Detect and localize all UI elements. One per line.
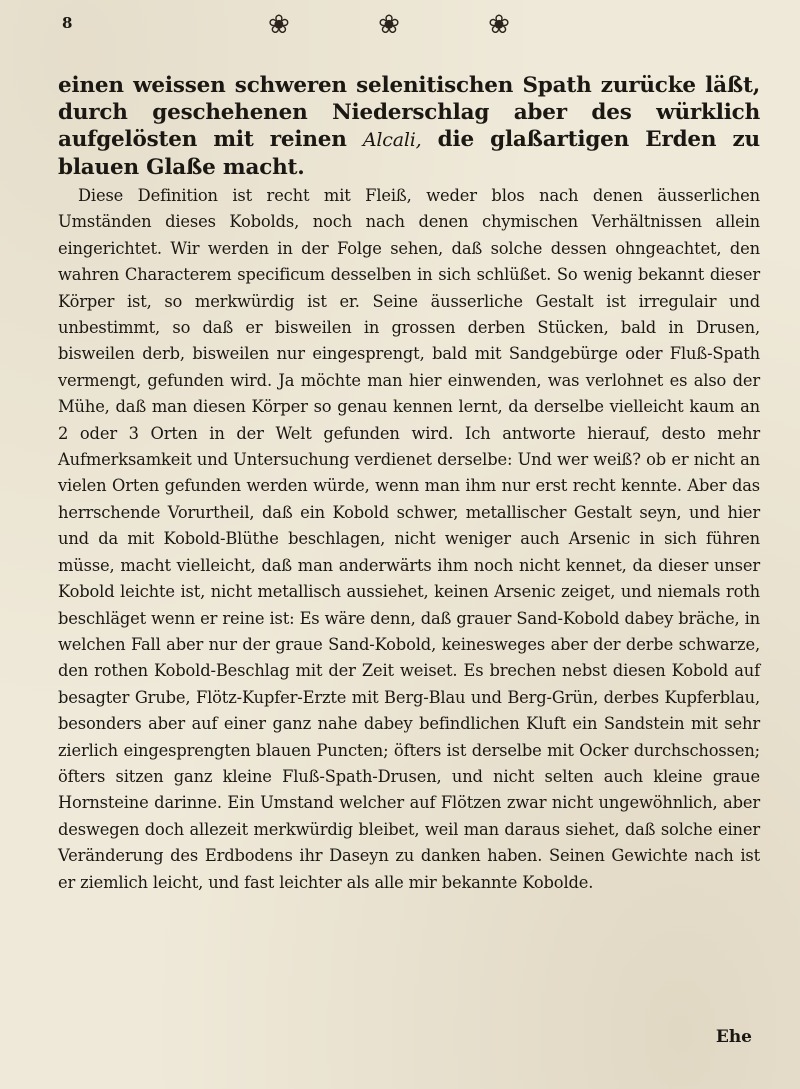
ornament-icon: ❀ bbox=[378, 10, 440, 40]
ornament-icon: ❀ bbox=[268, 10, 330, 40]
ornament-icon: ❀ bbox=[488, 10, 550, 40]
definition-headline bbox=[58, 72, 760, 181]
page-number: 8 bbox=[62, 14, 73, 32]
body-paragraph: Diese Definition ist recht mit Fleiß, weder blos nach denen äusserlichen Umständen dieses Kobolds, noch nach denen chymischen Verhältnissen allein eingerichtet. Wir werden in der Folge sehen, daß solche dessen ohngeachtet, den wahren Characterem specificum desselben in sich schlüßet. So wenig bekannt dieser Körper ist, so merkwürdig ist er. Seine äusserliche Gestalt ist irregulair und unbestimmt, so daß er bisweilen in grossen derben Stücken, bald in Drusen, bisweilen derb, bisweilen nur eingesprengt, bald mit Sandgebürge oder Fluß-Spath vermengt, gefunden wird. Ja möchte man hier einwenden, was verlohnet es also der Mühe, daß man diesen Körper so genau kennen lernt, da derselbe vielleicht kaum an 2 oder 3 Orten in der Welt gefunden wird. Ich antworte hierauf, desto mehr Aufmerksamkeit und Untersuchung verdienet derselbe: Und wer weiß? ob er nicht an vielen Orten gefunden werden würde, wenn man ihm nur erst recht kennte. Aber das herrschende Vorurtheil, daß ein Kobold schwer, metallischer Gestalt seyn, und hier und da mit Kobold-Blüthe beschlagen, nicht weniger auch Arsenic in sich führen müsse, macht vielleicht, daß man anderwärts ihm noch nicht kennet, da dieser unser Kobold leichte ist, nicht metallisch aussiehet, keinen Arsenic zeiget, und niemals roth beschläget wenn er reine ist: Es wäre denn, daß grauer Sand-Kobold dabey bräche, in welchen Fall aber nur der graue Sand-Kobold, keinesweges aber der derbe schwarze, den rothen Kobold-Beschlag mit der Zeit weiset. Es brechen nebst diesen Kobold auf besagter Grube, Flötz-Kupfer-Erzte mit Berg-Blau und Berg-Grün, derbes Kupferblau, besonders aber auf einer ganz nahe dabey befindlichen Kluft ein Sandstein mit sehr zierlich eingesprengten blauen Puncten; öfters ist derselbe mit Ocker durchschossen; öfters sitzen ganz kleine Fluß-Spath-Drusen, und nicht selten auch kleine graue Hornsteine darinne. Ein Umstand welcher auf Flötzen zwar nicht ungewöhnlich, aber deswegen doch allezeit merkwürdig bleibet, weil man daraus siehet, daß solche einer Veränderung des Erdbodens ihr Daseyn zu danken haben. Seinen Gewichte nach ist er ziemlich leicht, und fast leichter als alle mir bekannte Kobolde. bbox=[58, 186, 760, 892]
catchword: Ehe bbox=[715, 1027, 752, 1047]
headline-part-1: einen weissen schweren selenitischen Spath zurücke läßt, durch geschehenen Niederschlag aber des würklich aufgelösten mit reinen bbox=[58, 73, 760, 152]
headline-part-2: die glaßartigen Erden zu blauen Glaße macht. bbox=[58, 127, 760, 180]
page-header bbox=[58, 0, 760, 62]
headline-latin-word: Alcali, bbox=[362, 129, 422, 151]
header-ornaments bbox=[58, 10, 760, 40]
